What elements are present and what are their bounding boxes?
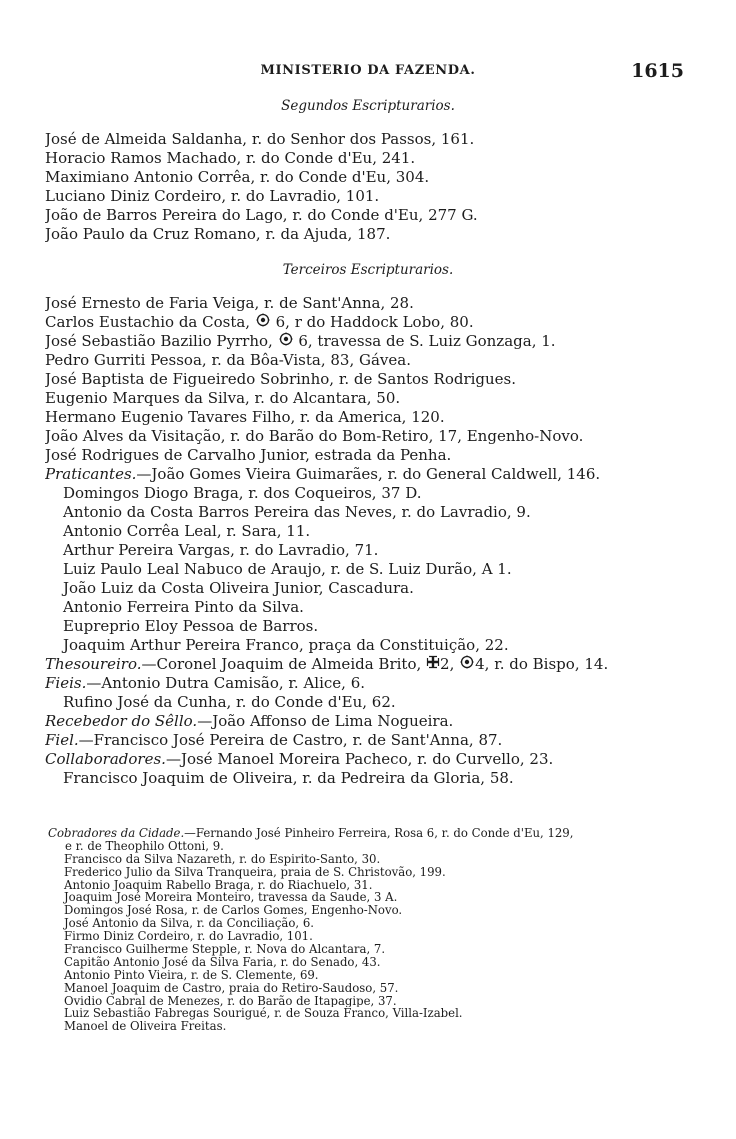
list-item: José Baptista de Figueiredo Sobrinho, r. de Santos Rodrigues. — [45, 370, 517, 388]
list-item: Francisco Guilherme Stepple, r. Nova do Alcantara, 7. — [64, 943, 386, 956]
entry-address: 6, r do Haddock Lobo, 80. — [275, 313, 474, 331]
entry-text: —João Gomes Vieira Guimarães, r. do General Caldwell, 146. — [136, 465, 601, 483]
list-item: Manoel Joaquim de Castro, praia do Retiro-Saudoso, 57. — [64, 981, 399, 995]
list-item: Antonio da Costa Barros Pereira das Neves, r. do Lavradio, 9. — [63, 503, 531, 521]
list-item: Antonio Corrêa Leal, r. Sara, 11. — [63, 522, 311, 540]
rose-order-icon — [278, 332, 294, 346]
heading-segundos-escripturarios: Segundos Escripturarios. — [281, 98, 455, 114]
running-title: MINISTERIO DA FAZENDA. — [260, 63, 476, 78]
thesoureiro-entry — [45, 655, 705, 674]
entry-text: —José Manoel Moreira Pacheco, r. do Curvello, 23. — [165, 750, 554, 768]
list-item: Joaquim José Moreira Monteiro, travessa da Saude, 3 A. — [64, 891, 398, 905]
section-label: Praticantes. — [45, 465, 137, 483]
list-item: Arthur Pereira Vargas, r. do Lavradio, 71. — [63, 541, 379, 559]
list-item: Luiz Sebastião Fabregas Sourigué, r. de Souza Franco, Villa-Izabel. — [64, 1007, 463, 1021]
cobradores-list — [48, 827, 708, 1033]
entry-address: 6, travessa de S. Luiz Gonzaga, 1. — [298, 332, 556, 350]
cobradores-entry — [48, 827, 708, 840]
list-item: Maximiano Antonio Corrêa, r. do Conde d'Eu, 304. — [45, 168, 430, 186]
list-item: Horacio Ramos Machado, r. do Conde d'Eu, 241. — [45, 149, 416, 167]
rose-order-icon — [255, 313, 271, 327]
section-label: Thesoureiro. — [45, 655, 142, 673]
list-item — [45, 313, 705, 332]
entry-text: —Francisco José Pereira de Castro, r. de Sant'Anna, 87. — [78, 731, 503, 749]
collaboradores-entry — [45, 750, 705, 769]
list-item: Firmo Diniz Cordeiro, r. do Lavradio, 101. — [64, 930, 313, 944]
list-item: Pedro Gurriti Pessoa, r. da Bôa-Vista, 83, Gávea. — [45, 351, 411, 369]
list-item: Luiz Paulo Leal Nabuco de Araujo, r. de S. Luiz Durão, A 1. — [63, 560, 512, 578]
list-item: Manoel de Oliveira Freitas. — [64, 1020, 227, 1034]
entry-text: —Antonio Dutra Camisão, r. Alice, 6. — [86, 674, 366, 692]
list-item: Francisco da Silva Nazareth, r. do Espirito-Santo, 30. — [64, 852, 381, 866]
list-item: Joaquim Arthur Pereira Franco, praça da Constituição, 22. — [63, 636, 509, 654]
entry-name: José Sebastião Bazilio Pyrrho, — [45, 332, 273, 350]
list-item: Antonio Pinto Vieira, r. de S. Clemente, 69. — [64, 968, 319, 982]
list-item: Antonio Joaquim Rabello Braga, r. do Riachuelo, 31. — [64, 878, 373, 892]
page-number: 1615 — [631, 60, 684, 82]
terceiros-list — [45, 294, 705, 788]
entry-text: —João Affonso de Lima Nogueira. — [197, 712, 454, 730]
list-item: Luciano Diniz Cordeiro, r. do Lavradio, 101. — [45, 187, 380, 205]
segundos-list — [45, 130, 705, 244]
cross-order-icon — [426, 655, 440, 669]
rose-order-icon — [459, 655, 475, 669]
entry-text: 2, — [440, 655, 455, 673]
list-item: Francisco Joaquim de Oliveira, r. da Pedreira da Gloria, 58. — [63, 769, 514, 787]
list-item: João Alves da Visitação, r. do Barão do Bom-Retiro, 17, Engenho-Novo. — [45, 427, 584, 445]
entry-text: —Fernando José Pinheiro Ferreira, Rosa 6, r. do Conde d'Eu, 129, — [184, 827, 574, 840]
list-item: Capitão Antonio José da Silva Faria, r. do Senado, 43. — [64, 955, 381, 969]
praticantes-entry — [45, 465, 705, 484]
section-label: Collaboradores. — [45, 750, 166, 768]
section-label: Recebedor do Sêllo. — [45, 712, 198, 730]
list-item: José Antonio da Silva, r. da Conciliação, 6. — [64, 917, 314, 931]
section-label: Fiel. — [45, 731, 79, 749]
entry-name: Carlos Eustachio da Costa, — [45, 313, 251, 331]
list-item: João Luiz da Costa Oliveira Junior, Cascadura. — [63, 579, 414, 597]
heading-terceiros-escripturarios: Terceiros Escripturarios. — [282, 262, 454, 278]
list-item: Antonio Ferreira Pinto da Silva. — [63, 598, 304, 616]
list-item: Domingos José Rosa, r. de Carlos Gomes, Engenho-Novo. — [64, 904, 403, 918]
list-item: e r. de Theophilo Ottoni, 9. — [65, 839, 224, 853]
entry-text: —Coronel Joaquim de Almeida Brito, — [141, 655, 422, 673]
list-item: Frederico Julio da Silva Tranqueira, praia de S. Christovão, 199. — [64, 865, 446, 879]
page-header — [0, 60, 736, 86]
recebedor-entry — [45, 712, 705, 731]
list-item: José de Almeida Saldanha, r. do Senhor dos Passos, 161. — [45, 130, 475, 148]
section-label: Fieis. — [45, 674, 87, 692]
list-item: João Paulo da Cruz Romano, r. da Ajuda, 187. — [45, 225, 391, 243]
list-item: Ovidio Cabral de Menezes, r. do Barão de Itapagipe, 37. — [64, 994, 397, 1008]
list-item: Rufino José da Cunha, r. do Conde d'Eu, 62. — [63, 693, 396, 711]
section-label: Cobradores da Cidade. — [48, 827, 185, 840]
list-item: Eugenio Marques da Silva, r. do Alcantara, 50. — [45, 389, 401, 407]
fieis-entry — [45, 674, 705, 693]
entry-text: 4, r. do Bispo, 14. — [475, 655, 609, 673]
list-item: João de Barros Pereira do Lago, r. do Conde d'Eu, 277 G. — [45, 206, 478, 224]
list-item: Domingos Diogo Braga, r. dos Coqueiros, 37 D. — [63, 484, 422, 502]
list-item: Hermano Eugenio Tavares Filho, r. da America, 120. — [45, 408, 445, 426]
list-item: José Ernesto de Faria Veiga, r. de Sant'Anna, 28. — [45, 294, 414, 312]
fiel-entry — [45, 731, 705, 750]
list-item: Eupreprio Eloy Pessoa de Barros. — [63, 617, 319, 635]
list-item: José Rodrigues de Carvalho Junior, estrada da Penha. — [45, 446, 452, 464]
list-item — [45, 332, 705, 351]
